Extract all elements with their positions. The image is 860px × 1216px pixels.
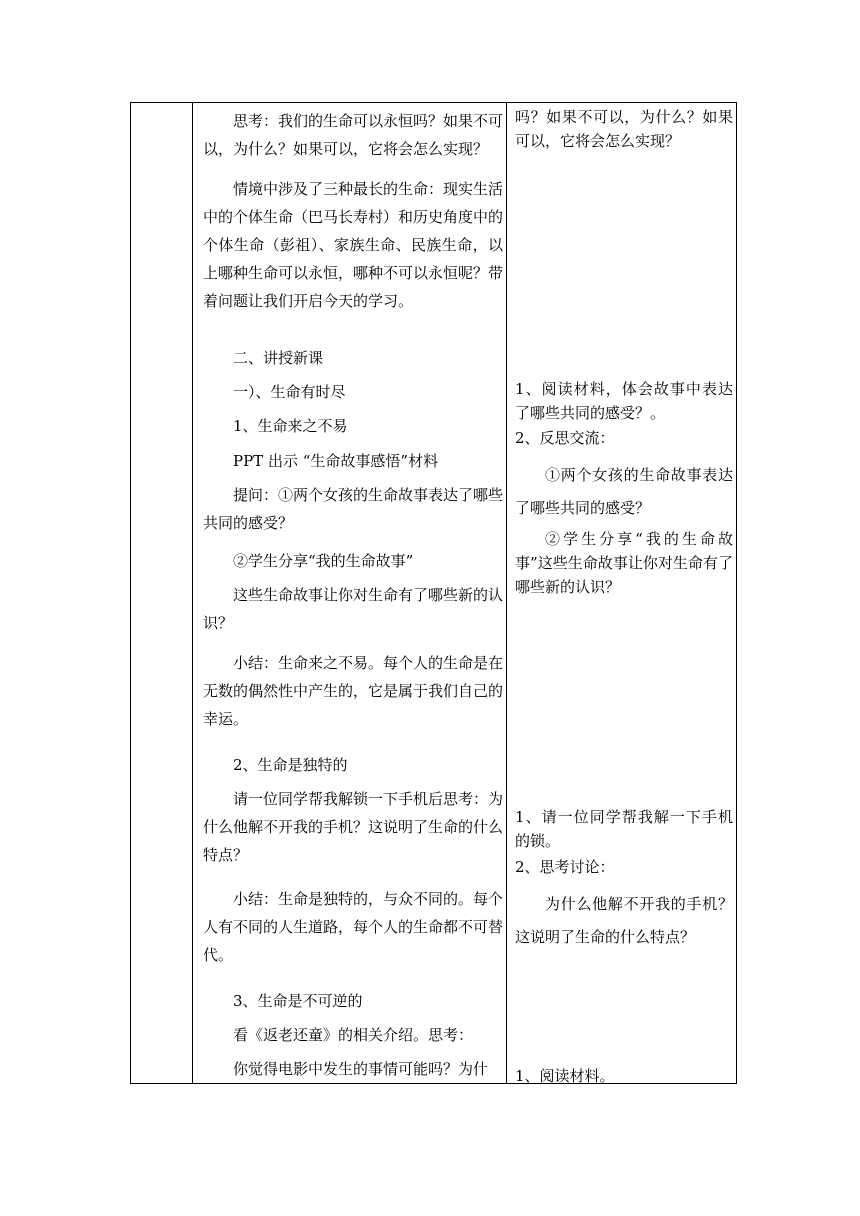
student-question-girls: ①两个女孩的生命故事表达了哪些共同的感受？: [515, 466, 733, 517]
paragraph-ppt-material: PPT 出示 “生命故事感悟”材料: [233, 452, 439, 470]
paragraph-movie-question: 你觉得电影中发生的事情可能吗？为什: [233, 1060, 489, 1078]
paragraph-question-girls: 提问：①两个女孩的生命故事表达了哪些共同的感受？: [203, 486, 504, 532]
paragraph-unlock-phone: 请一位同学帮我解锁一下手机后思考：为什么他解不开我的手机？这说明了生命的什么特点？: [203, 790, 504, 864]
paragraph-think-eternal: 思考：我们的生命可以永恒吗？如果不可以，为什么？如果可以，它将会怎么实现？: [203, 112, 504, 158]
heading-life-ends: 一）、生命有时尽: [233, 383, 346, 401]
paragraph-watch-movie: 看《返老还童》的相关介绍。思考：: [233, 1026, 474, 1044]
paragraph-summary-unique: 小结：生命是独特的，与众不同的。每个人有不同的人生道路，每个人的生命都不可替代。: [203, 890, 504, 964]
student-read-material-2: 1、阅读材料。: [515, 1067, 615, 1085]
student-share-story: ②学生分享“我的生命故事”这些生命故事让你对生命有了哪些新的认识？: [515, 530, 733, 596]
student-think-eternal: 吗？如果不可以，为什么？如果可以，它将会怎么实现？: [515, 108, 733, 150]
paragraph-summary-precious: 小结：生命来之不易。每个人的生命是在无数的偶然性中产生的，它是属于我们自己的幸运。: [203, 654, 504, 728]
heading-new-lesson: 二、讲授新课: [233, 349, 324, 367]
lesson-plan-table: [130, 102, 737, 1084]
student-discuss-question: 为什么他解不开我的手机？这说明了生命的什么特点？: [515, 895, 733, 946]
column-divider-right: [506, 103, 507, 1083]
student-discuss: 2、思考讨论：: [515, 858, 615, 876]
heading-life-irreversible: 3、生命是不可逆的: [233, 992, 363, 1010]
student-unlock-phone: 1、请一位同学帮我解一下手机的锁。: [515, 808, 733, 850]
heading-life-unique: 2、生命是独特的: [233, 756, 348, 774]
heading-life-precious: 1、生命来之不易: [233, 417, 348, 435]
student-reflect-exchange: 2、反思交流：: [515, 429, 615, 447]
student-read-material: 1、阅读材料，体会故事中表达了哪些共同的感受？。: [515, 380, 733, 422]
paragraph-new-understanding: 这些生命故事让你对生命有了哪些新的认识？: [203, 586, 504, 632]
paragraph-scenario: 情境中涉及了三种最长的生命：现实生活中的个体生命（巴马长寿村）和历史角度中的个体生命（彭祖）、家族生命、民族生命，以上哪种生命可以永恒，哪种不可以永恒呢？带着问题让我们开启今天的学习。: [203, 180, 504, 310]
paragraph-student-share: ②学生分享“我的生命故事”: [233, 552, 414, 570]
column-divider-left: [192, 103, 193, 1083]
